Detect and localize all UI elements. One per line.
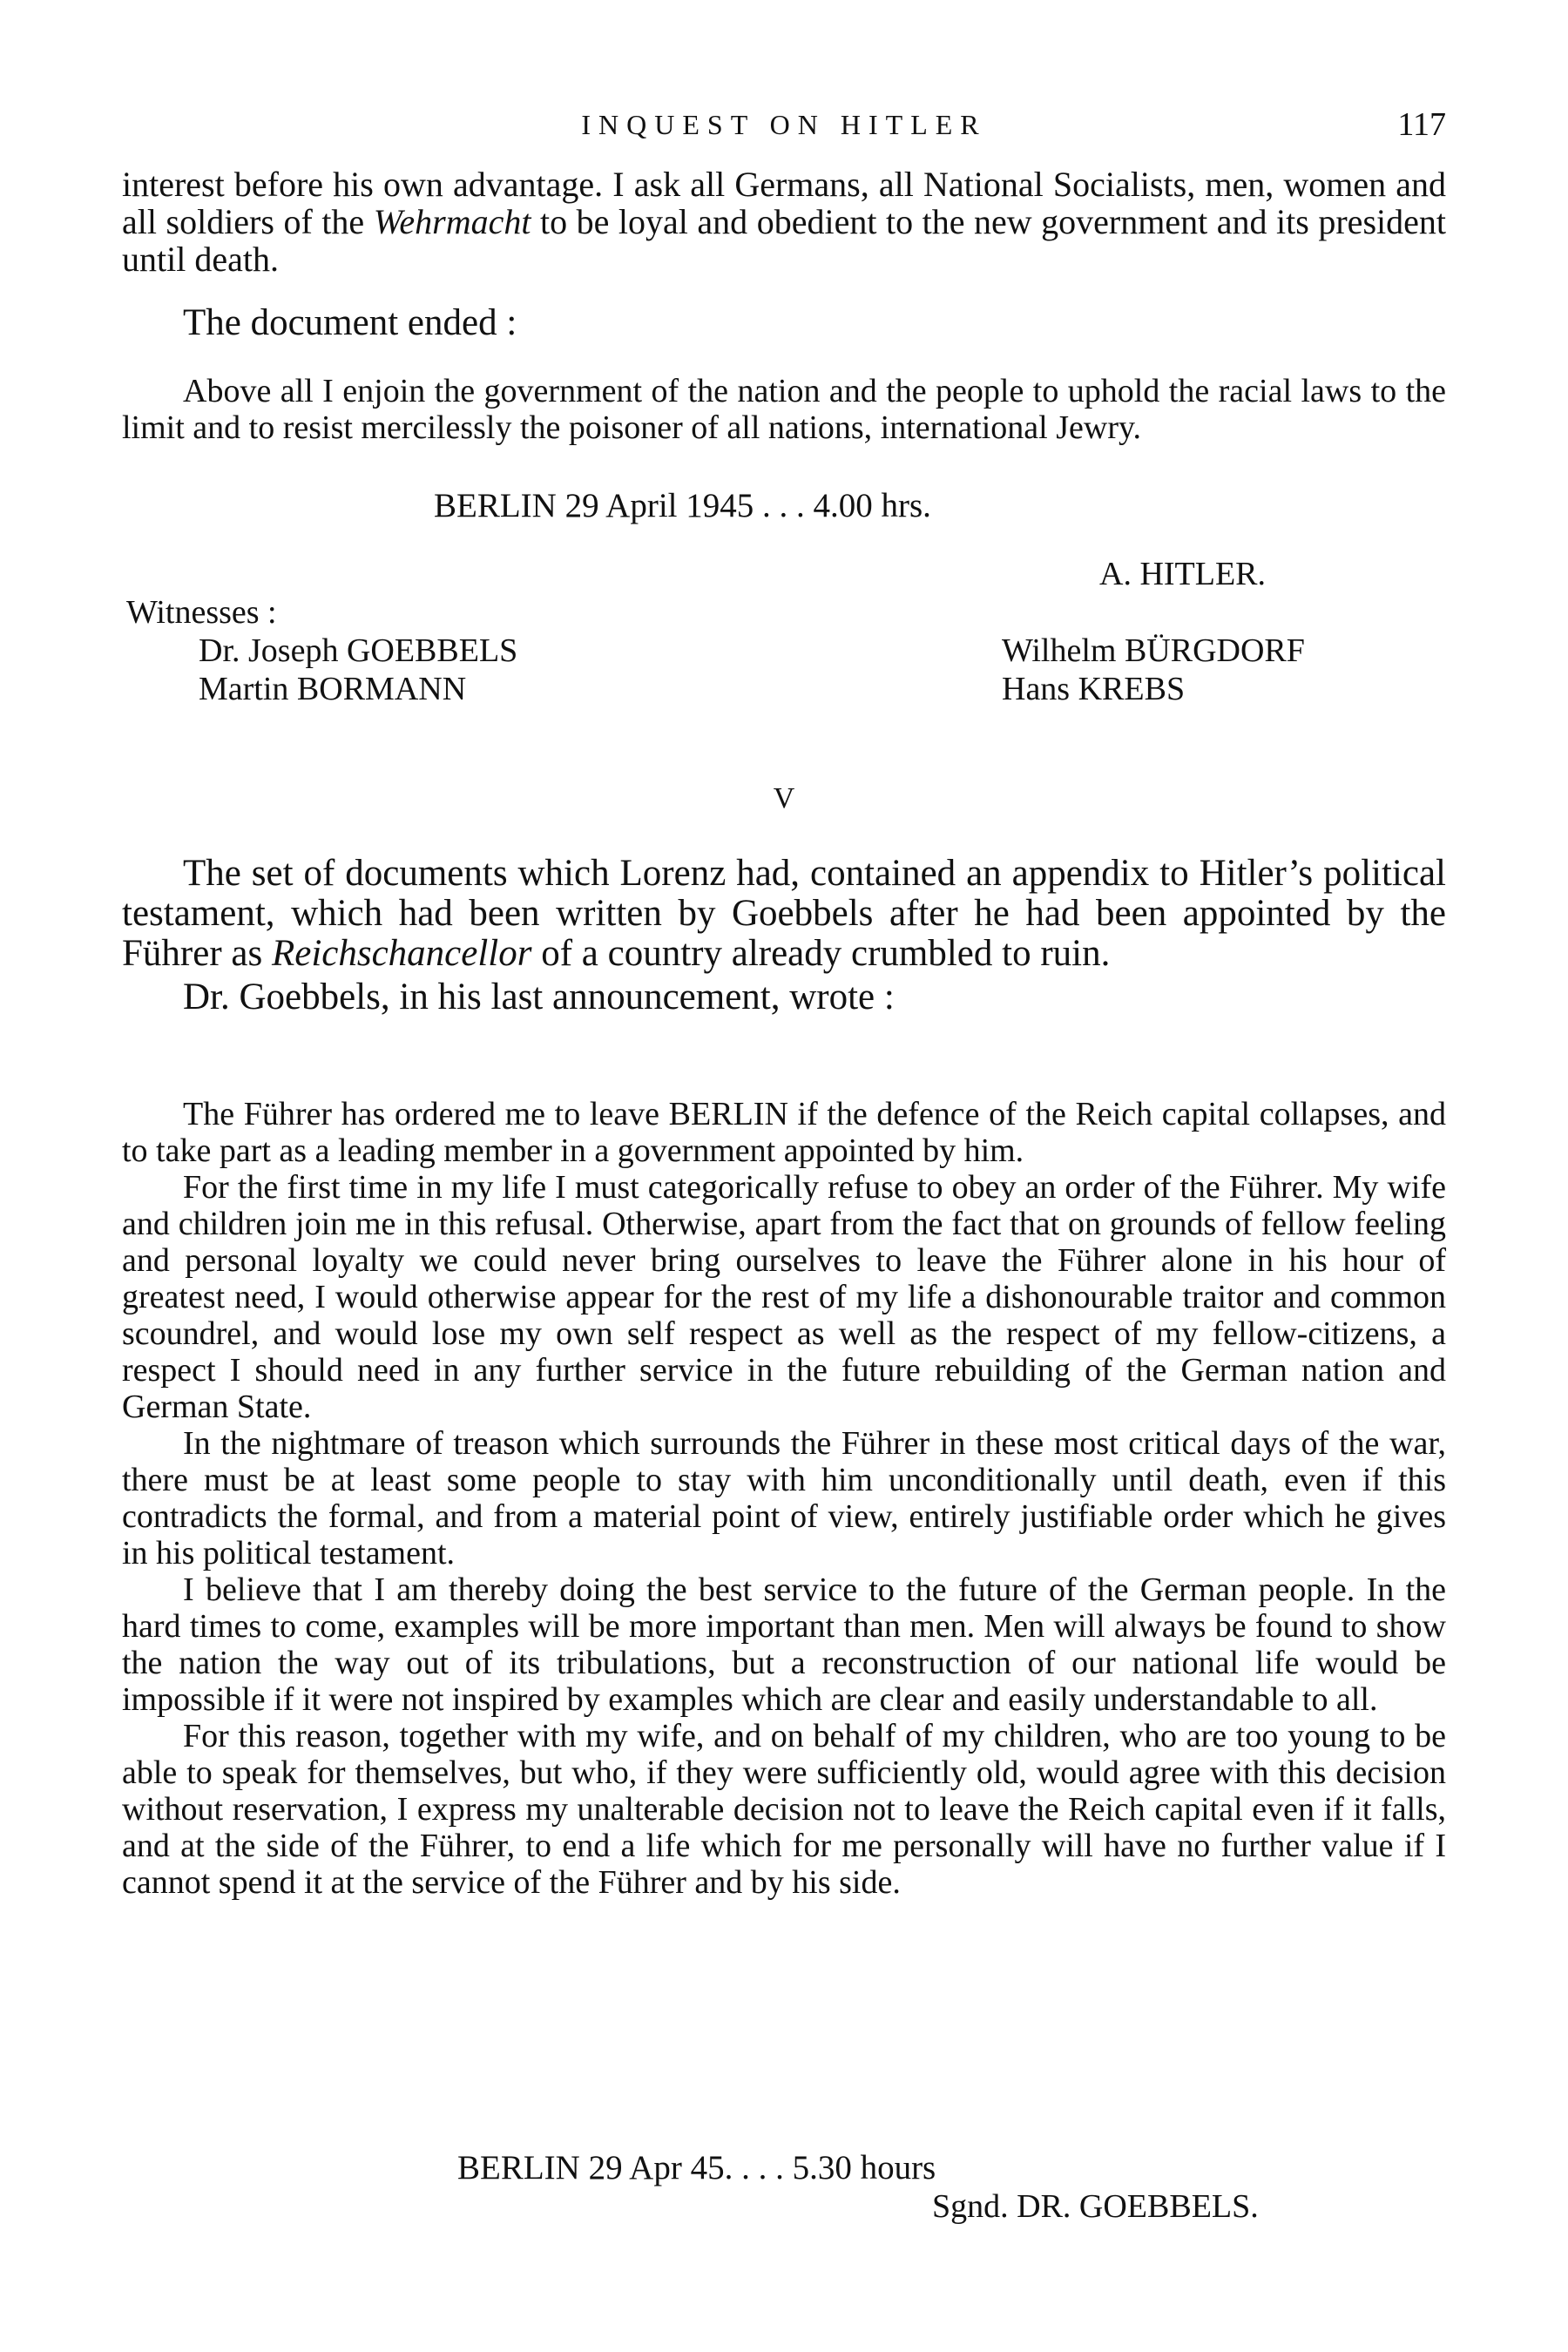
- top-paragraph-text-a: interest before his own advantage. I ask all Germans, all National Socialists, men, women and all soldiers of the: [122, 165, 1446, 241]
- goebbels-signature: Sgnd. DR. GOEBBELS.: [932, 2188, 1259, 2225]
- intro-italic: Reichschancellor: [271, 933, 532, 974]
- top-paragraph-italic: Wehrmacht: [373, 202, 531, 241]
- document-ended-line: The document ended :: [183, 302, 517, 343]
- goebbels-paragraph-4: I believe that I am thereby doing the best service to the future of the German people. In the hard times to come, examples will be more important than men. Men will always be found to show the nation the way out of its tribulations, but a reconstruction of our national life would be impossible if it were not inspired by examples which are clear and easily understandable to all.: [122, 1571, 1446, 1718]
- goebbels-paragraph-5: For this reason, together with my wife, and on behalf of my children, who are too young to be able to speak for themselves, but who, if they were sufficiently old, would agree with this decision without reservation, I express my unalterable decision not to leave the Reich capital even if it falls, and at the side of the Führer, to end a life which for me personally will have no further value if I cannot spend it at the service of the Führer and by his side.: [122, 1718, 1446, 1901]
- intro-wrote-line: Dr. Goebbels, in his last announcement, wrote :: [183, 977, 895, 1017]
- top-paragraph: [122, 166, 1446, 278]
- witness-left-2: Martin BORMANN: [199, 671, 467, 707]
- page-number: 117: [1397, 106, 1446, 143]
- hitler-dateline: BERLIN 29 April 1945 . . . 4.00 hrs.: [434, 487, 931, 524]
- page-header: [122, 103, 1446, 146]
- goebbels-quote: [122, 1096, 1446, 1901]
- intro-text-a: The set of documents which Lorenz had, contained an appendix to Hitler’s political testament, which had been written by Goebbels after he had been appointed by the Führer as: [122, 853, 1446, 974]
- section-intro: [122, 854, 1446, 1017]
- hitler-quote: [122, 373, 1446, 446]
- intro-text-b: of a country already crumbled to ruin.: [531, 933, 1111, 974]
- goebbels-paragraph-1: The Führer has ordered me to leave BERLIN if the defence of the Reich capital collapses, and to take part as a leading member in a government appointed by him.: [122, 1096, 1446, 1169]
- hitler-signature: A. HITLER.: [1099, 556, 1267, 592]
- section-number: V: [773, 782, 795, 814]
- goebbels-paragraph-3: In the nightmare of treason which surrounds the Führer in these most critical days of the war, there must be at least some people to stay with him unconditionally until death, even if this contradicts the formal, and from a material point of view, entirely justifiable order which he gives in his political testament.: [122, 1425, 1446, 1571]
- witness-left-1: Dr. Joseph GOEBBELS: [199, 632, 518, 669]
- goebbels-paragraph-2: For the first time in my life I must categorically refuse to obey an order of the Führer. My wife and children join me in this refusal. Otherwise, apart from the fact that on grounds of fellow feeling and personal loyalty we could never bring ourselves to leave the Führer alone in his hour of greatest need, I would otherwise appear for the rest of my life a dishonourable traitor and common scoundrel, and would lose my own self respect as well as the respect of my fellow-citizens, a respect I should need in any further service in the future rebuilding of the German nation and German State.: [122, 1169, 1446, 1425]
- running-head: INQUEST ON HITLER: [581, 109, 987, 140]
- witness-right-2: Hans KREBS: [1002, 671, 1186, 707]
- hitler-quote-text: Above all I enjoin the government of the nation and the people to uphold the racial laws to the limit and to resist mercilessly the poisoner of all nations, international Jewry.: [122, 373, 1446, 446]
- witness-right-1: Wilhelm BÜRGDORF: [1002, 632, 1305, 669]
- top-paragraph-text-b: to be loyal and obedient to the new government and its president until death.: [122, 202, 1446, 279]
- goebbels-dateline: BERLIN 29 Apr 45. . . . 5.30 hours: [457, 2149, 936, 2186]
- witnesses-label: Witnesses :: [126, 594, 277, 631]
